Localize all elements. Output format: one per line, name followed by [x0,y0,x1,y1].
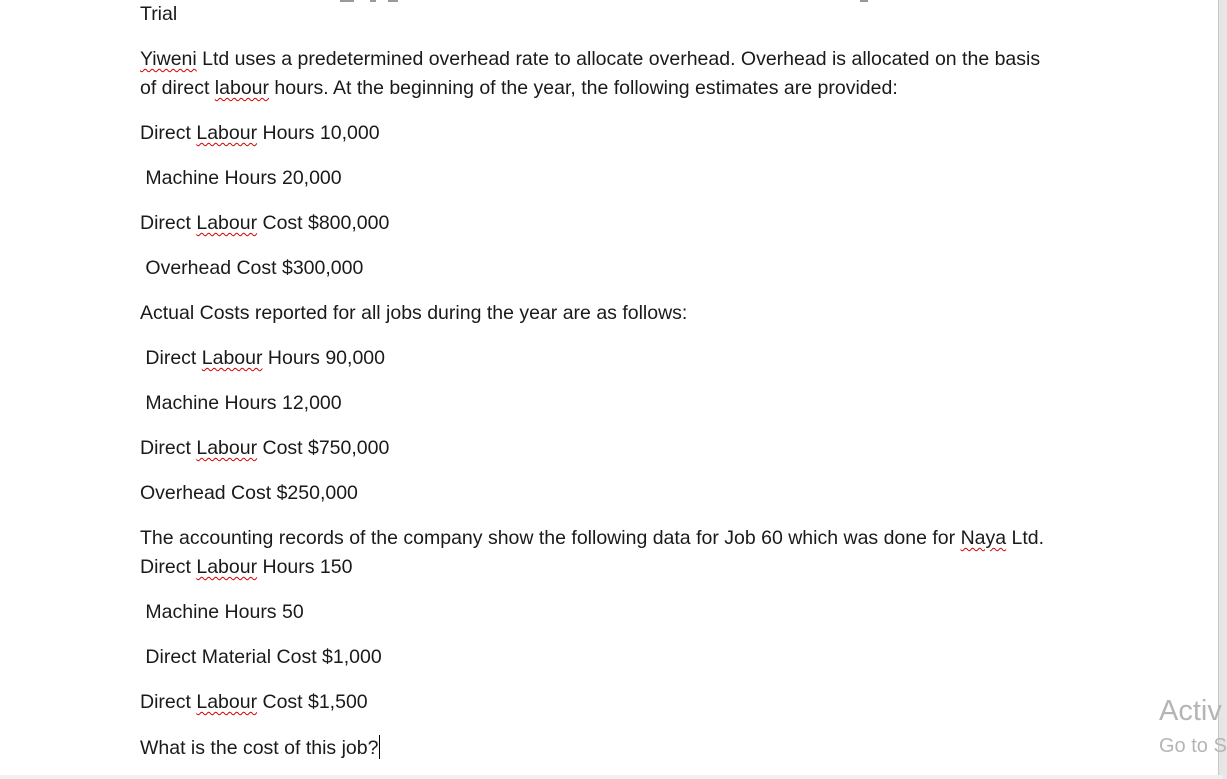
spellcheck-word[interactable]: Labour [196,212,258,234]
spellcheck-word[interactable]: Labour [201,347,263,369]
question-line: What is the cost of this job? [140,737,379,759]
spellcheck-word[interactable]: Naya [960,527,1007,549]
estimate-machine-hours: Machine Hours 20,000 [140,167,342,189]
job-direct-labour-cost: Direct Labour Cost $1,500 [140,691,368,713]
actual-direct-labour-hours: Direct Labour Hours 90,000 [140,347,385,369]
actual-machine-hours: Machine Hours 12,000 [140,392,342,414]
spellcheck-word[interactable]: Labour [196,122,258,144]
job-direct-material-cost: Direct Material Cost $1,000 [140,646,382,668]
page-bottom-edge [0,775,1223,779]
text-cursor [379,735,380,759]
estimate-direct-labour-cost: Direct Labour Cost $800,000 [140,212,390,234]
spellcheck-word[interactable]: Labour [196,691,258,713]
actual-costs-heading: Actual Costs reported for all jobs during the year are as follows: [140,302,688,324]
spellcheck-word[interactable]: Labour [196,556,258,578]
actual-direct-labour-cost: Direct Labour Cost $750,000 [140,437,390,459]
actual-overhead-cost: Overhead Cost $250,000 [140,482,358,504]
activation-watermark-subtitle: Go to S [1159,735,1227,757]
clipped-previous-line [340,0,1040,2]
job-intro: The accounting records of the company show the following data for Job 60 which was done for Naya Ltd. [140,527,1045,549]
job-direct-labour-hours: Direct Labour Hours 150 [140,556,353,578]
activation-watermark-title: Activ [1159,695,1222,727]
spellcheck-word[interactable]: Labour [196,437,258,459]
intro-line-1: Yiweni Ltd uses a predetermined overhead rate to allocate overhead. Overhead is allocated on the basis [140,48,1041,70]
estimate-overhead-cost: Overhead Cost $300,000 [140,257,364,279]
intro-line-2: of direct labour hours. At the beginning of the year, the following estimates are provided: [140,77,898,99]
heading-trial: Trial [140,3,178,25]
estimate-direct-labour-hours: Direct Labour Hours 10,000 [140,122,380,144]
job-machine-hours: Machine Hours 50 [140,601,304,623]
spellcheck-word[interactable]: labour [214,77,270,99]
spellcheck-word[interactable]: Yiweni [140,48,197,70]
